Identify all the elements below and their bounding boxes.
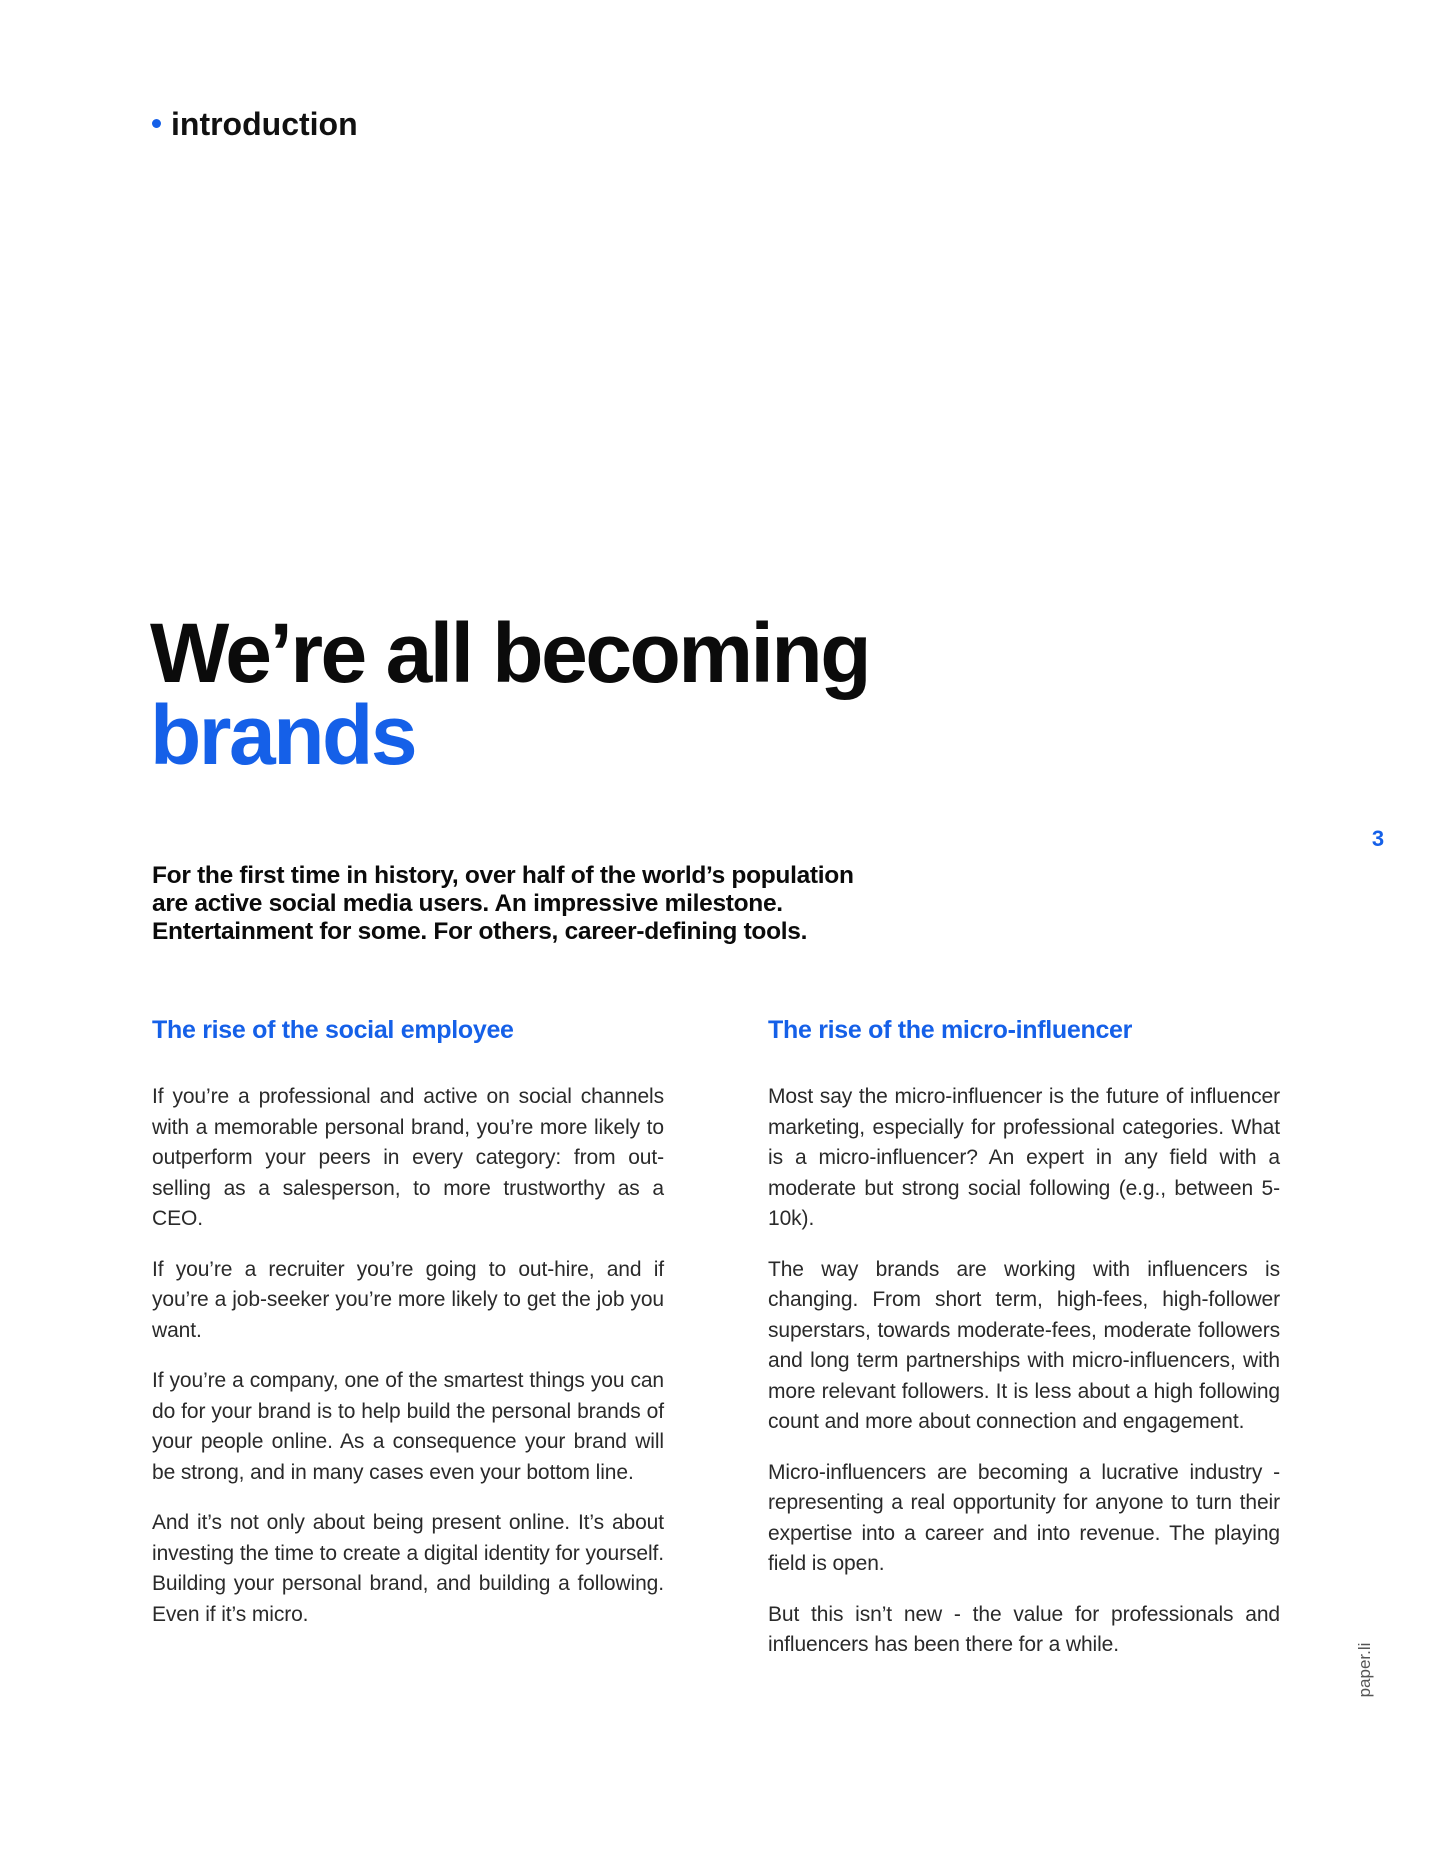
bullet-dot <box>152 119 161 128</box>
column-social-employee <box>152 1010 664 1650</box>
lede-line: For the first time in history, over half of the world’s population <box>152 862 854 889</box>
body-paragraph: If you’re a professional and active on social channels with a memorable personal brand, you’re more likely to outperform your peers in every category: from out-selling as a salesperson, to more trustworthy as a CEO. <box>152 1085 664 1230</box>
headline-line-2: brands <box>150 688 416 782</box>
lede-paragraph <box>152 862 912 946</box>
body-paragraph: But this isn’t new - the value for professionals and influencers has been there for a while. <box>768 1602 1280 1656</box>
section-label <box>152 104 358 144</box>
lede-line: are active social media users. An impressive milestone. <box>152 890 783 917</box>
publisher-mark: paper.li <box>1355 1642 1374 1698</box>
column-heading: The rise of the social employee <box>152 1016 514 1044</box>
column-heading: The rise of the micro-influencer <box>768 1016 1133 1044</box>
lede-line: Entertainment for some. For others, career-defining tools. <box>152 918 808 945</box>
body-paragraph: If you’re a company, one of the smartest things you can do for your brand is to help build the personal brands of your people online. As a consequence your brand will be strong, and in many cases even your bottom line. <box>152 1369 664 1484</box>
body-paragraph: And it’s not only about being present online. It’s about investing the time to create a digital identity for yourself. Building your personal brand, and building a following. Even if it’s micro. <box>152 1511 664 1626</box>
page-number: 3 <box>1371 826 1385 851</box>
body-paragraph: Micro-influencers are becoming a lucrative industry - representing a real opportunity for anyone to turn their expertise into a career and into revenue. The playing field is open. <box>768 1460 1280 1575</box>
body-paragraph: Most say the micro-influencer is the future of influencer marketing, especially for professional categories. What is a micro-influencer? An expert in any field with a moderate but strong social following (e.g., between 5-10k). <box>768 1085 1280 1230</box>
body-paragraph: If you’re a recruiter you’re going to out-hire, and if you’re a job-seeker you’re more likely to get the job you want. <box>152 1257 664 1342</box>
section-label-text: introduction <box>171 106 358 142</box>
headline-line-1: We’re all becoming <box>150 606 869 700</box>
page-headline <box>150 606 869 782</box>
column-micro-influencer <box>768 1010 1280 1681</box>
body-paragraph: The way brands are working with influencers is changing. From short term, high-fees, high-follower superstars, towards moderate-fees, moderate followers and long term partnerships with micro-influencers, with more relevant followers. It is less about a high following count and more about connection and engagement. <box>768 1257 1280 1433</box>
